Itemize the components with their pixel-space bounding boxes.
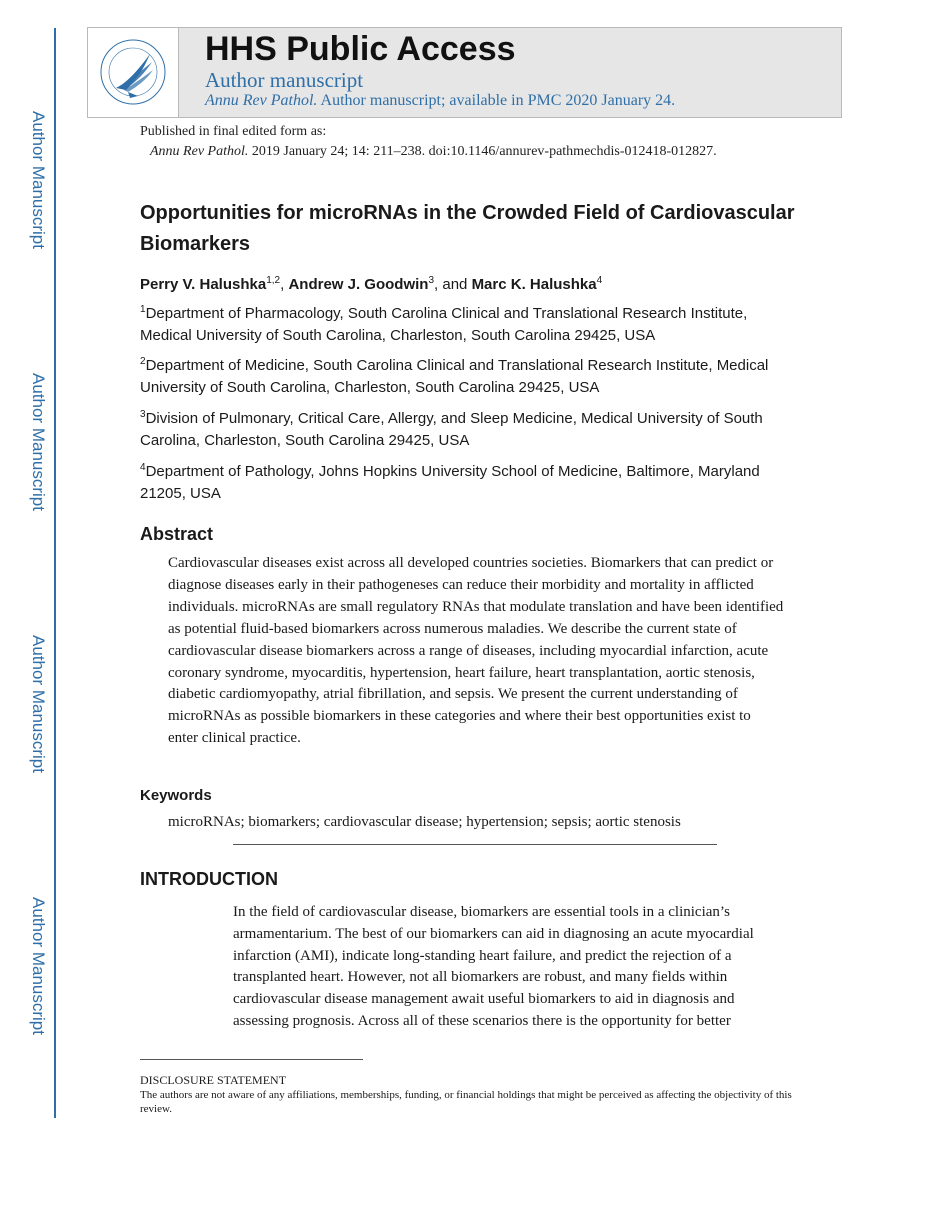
abstract-heading: Abstract — [140, 524, 214, 544]
keywords-text: microRNAs; biomarkers; cardiovascular disease; hypertension; sepsis; aortic stenosis — [168, 814, 681, 830]
banner-title: HHS Public Access — [205, 30, 516, 68]
banner-subtitle: Author manuscript — [205, 68, 364, 92]
footnote-divider — [140, 1059, 363, 1060]
author-list: Perry V. Halushka$^{1,2}$, Andrew J. Goodwin$^3$, and Marc K. Halushka$^4$ — [140, 275, 603, 293]
affiliation: $^3$Division of Pulmonary, Critical Care, Allergy, and Sleep Medicine, Medical University of South Carolina, Charleston, South Carolina 29425, USA — [140, 409, 763, 449]
abstract-text: Cardiovascular diseases exist across all developed countries societies. Biomarkers that can predict or diagnose diseases early in their pathogeneses can reduce their morbidity and mortality in afflicted individuals. microRNAs are small regulatory RNAs that modulate translation and have been identified as potential fluid-based biomarkers across numerous maladies. We describe the current state of cardiovascular disease biomarkers across a range of diseases, including myocardial infarction, acute coronary syndrome, myocarditis, hypertension, heart failure, heart transplantation, aortic stenosis, diabetic cardiomyopathy, atrial fibrillation, and sepsis. We present the current understanding of microRNAs as possible biomarkers in these categories and where their best opportunities exist to enter clinical practice. — [168, 555, 784, 747]
affiliation: $^4$Department of Pathology, Johns Hopkins University School of Medicine, Baltimore, Maryland 21205, USA — [140, 462, 760, 502]
author-name: Andrew J. Goodwin — [288, 276, 429, 293]
disclosure-text: The authors are not aware of any affiliations, memberships, funding, or financial holdings that might be perceived as affecting the objectivity of this review. — [140, 1089, 792, 1115]
banner-availability: Annu Rev Pathol. Author manuscript; available in PMC 2020 January 24. — [205, 92, 676, 109]
section-divider — [233, 844, 717, 845]
intro-text: In the field of cardiovascular disease, biomarkers are essential tools in a clinician’s armamentarium. The best of our biomarkers can aid in diagnosing an acute myocardial infarction (AMI), indicate long-standing heart failure, and predict the rejection of a transplanted heart. However, not all biomarkers are robust, and many fields within cardiovascular disease management await useful biomarkers to aid in diagnosis and assessing prognosis. Across all of these scenarios there is the opportunity for better — [233, 904, 754, 1029]
affiliation: $^2$Department of Medicine, South Carolina Clinical and Translational Research Institute, Medical University of South Carolina, Charleston, South Carolina 29425, USA — [140, 356, 769, 396]
article-title: Opportunities for microRNAs in the Crowded Field of Cardiovascular Biomarkers — [140, 202, 795, 255]
keywords-heading: Keywords — [140, 787, 212, 804]
published-info: Published in final edited form as: Annu Rev Pathol. 2019 January 24; 14: 211–238. doi:10.1146/annurev-pathmechdis-012418-012827. — [140, 124, 717, 159]
eagle-seal-icon — [98, 36, 168, 108]
author-name: Perry V. Halushka — [140, 276, 267, 293]
intro-heading: INTRODUCTION — [140, 869, 278, 889]
hhs-banner — [87, 27, 842, 118]
hhs-logo — [88, 28, 179, 117]
author-name: Marc K. Halushka — [471, 276, 597, 293]
sidebar-rule — [54, 28, 56, 1118]
disclosure-title: DISCLOSURE STATEMENT — [140, 1073, 287, 1087]
affiliation: $^1$Department of Pharmacology, South Carolina Clinical and Translational Research Institute, Medical University of South Carolina, Charleston, South Carolina 29425, USA — [140, 304, 748, 344]
